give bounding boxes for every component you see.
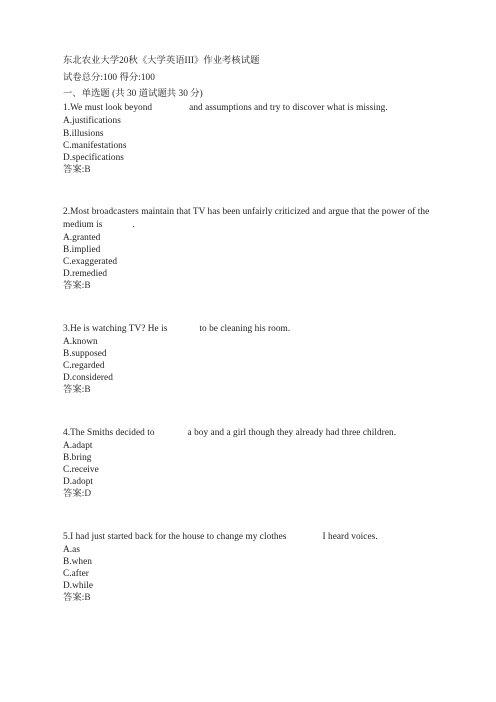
question-3-stem [63, 324, 290, 335]
question-1-option-b: B.illusions [63, 129, 104, 139]
question-4-stem-after: a boy and a girl though they already had three children. [187, 428, 397, 438]
question-3-stem-after: to be cleaning his room. [199, 324, 291, 334]
question-2-option-d: D.remedied [63, 269, 108, 279]
question-5-option-a: A.as [63, 545, 80, 555]
question-5-answer: 答案:B [63, 593, 91, 603]
question-4-option-b: B.bring [63, 453, 92, 463]
question-3-answer: 答案:B [63, 385, 91, 395]
question-3-option-a: A.known [63, 337, 98, 347]
question-2-option-b: B.implied [63, 245, 101, 255]
question-3-option-b: B.supposed [63, 349, 107, 359]
document-title: 东北农业大学20秋《大学英语III》作业考核试题 [63, 56, 260, 66]
question-1-stem [63, 103, 388, 114]
question-1-option-d: D.specifications [63, 153, 124, 163]
question-5-stem-after: I heard voices. [322, 532, 378, 542]
question-2-stem-after: . [132, 220, 135, 230]
question-3-option-c: C.regarded [63, 361, 105, 371]
question-2-stem-before: medium is [63, 220, 103, 230]
score-line: 试卷总分:100 得分:100 [63, 73, 155, 83]
question-5-option-c: C.after [63, 569, 89, 579]
question-1-option-a: A.justifications [63, 116, 121, 126]
question-2-option-a: A.granted [63, 233, 101, 243]
question-5-option-d: D.while [63, 581, 94, 591]
question-3-stem-before: 3.He is watching TV? He is [63, 324, 168, 334]
question-2-option-c: C.exaggerated [63, 257, 118, 267]
question-4-option-c: C.receive [63, 465, 99, 475]
question-2-stem-line1: 2.Most broadcasters maintain that TV has been unfairly criticized and argue that the power of the [63, 207, 430, 217]
question-5-option-b: B.when [63, 557, 92, 567]
question-1-option-c: C.manifestations [63, 141, 127, 151]
question-5-stem [63, 532, 378, 543]
question-4-stem-before: 4.The Smiths decided to [63, 428, 155, 438]
question-2-stem-line2 [63, 220, 135, 231]
question-4-answer: 答案:D [63, 489, 92, 499]
question-2-answer: 答案:B [63, 281, 91, 291]
section-heading: 一、单选题 (共 30 道试题共 30 分) [63, 89, 203, 99]
question-1-stem-before: 1.We must look beyond [63, 103, 153, 113]
question-1-stem-after: and assumptions and try to discover what is missing. [189, 103, 388, 113]
question-4-option-d: D.adopt [63, 477, 94, 487]
question-1-answer: 答案:B [63, 165, 91, 175]
question-3-option-d: D.considered [63, 373, 113, 383]
question-4-stem [63, 428, 396, 439]
question-4-option-a: A.adapt [63, 441, 93, 451]
question-5-stem-before: 5.I had just started back for the house to change my clothes [63, 532, 287, 542]
